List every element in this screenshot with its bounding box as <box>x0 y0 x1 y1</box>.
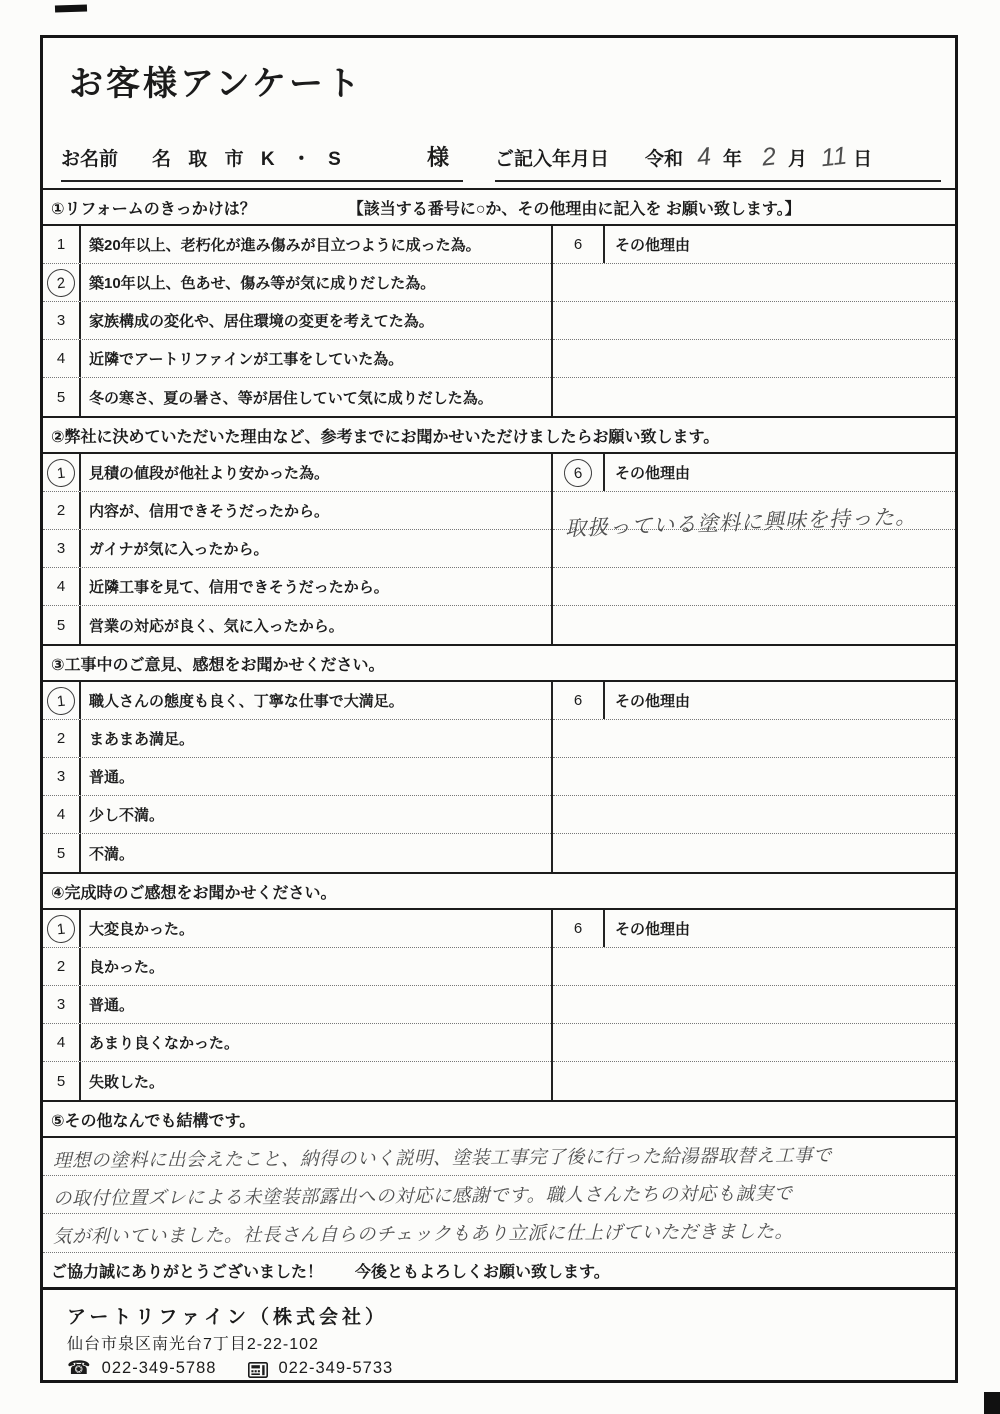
honorific-label: 様 <box>426 145 449 170</box>
option-label: 内容が、信用できそうだったから。 <box>89 503 330 520</box>
section2-title: ②弊社に決めていただいた理由など、参考までにお聞かせいただけましたらお願い致します。 <box>51 428 720 446</box>
section1-heading <box>43 188 955 226</box>
company-name: アートリファイン（株式会社） <box>67 1307 389 1328</box>
month-unit: 月 <box>788 149 808 170</box>
section5-title: ⑤その他なんでも結構です。 <box>51 1112 256 1130</box>
scan-artifact <box>55 4 87 12</box>
section2-heading <box>43 416 955 454</box>
other-number: 6 <box>573 920 583 937</box>
date-field <box>495 143 941 182</box>
option-label: 冬の寒さ、夏の暑さ、等が居住していて気に成りだした為。 <box>89 389 493 407</box>
option-row <box>43 796 551 834</box>
option-number: 1 <box>56 236 66 253</box>
option-number: 1 <box>46 457 77 488</box>
section1-title: ①リフォームのきっかけは？ <box>51 200 256 218</box>
other-number: 6 <box>563 457 594 488</box>
option-label: 大変良かった。 <box>89 921 195 938</box>
other-blank-row <box>553 834 955 872</box>
option-row <box>43 758 551 796</box>
option-label: 良かった。 <box>89 959 165 976</box>
other-reason-handwritten: 取扱っている塗料に興味を持った。 <box>564 505 918 541</box>
option-label: ガイナが気に入ったから。 <box>89 541 269 558</box>
option-row <box>43 1024 551 1062</box>
other-blank-row <box>553 378 955 416</box>
option-number: 4 <box>56 578 66 595</box>
option-number: 1 <box>46 685 77 716</box>
comment-line-handwritten: の取付位置ズレによる未塗装部露出への対応に感謝です。職人さんたちの対応も誠実で <box>52 1181 793 1209</box>
thanks-row <box>43 1252 955 1290</box>
section2-table <box>43 454 955 644</box>
year-unit: 年 <box>723 149 743 170</box>
option-row <box>43 834 551 872</box>
other-blank-row <box>553 264 955 302</box>
section4-table <box>43 910 955 1100</box>
name-date-row <box>43 124 955 182</box>
other-label: その他理由 <box>615 693 691 710</box>
section3-heading <box>43 644 955 682</box>
option-row <box>43 226 551 264</box>
other-reason-row <box>553 682 955 720</box>
company-address: 仙台市泉区南光台7丁目2-22-102 <box>67 1336 319 1353</box>
page-title: お客様アンケート <box>69 66 363 103</box>
other-blank-row <box>553 606 955 644</box>
option-number: 3 <box>56 768 66 785</box>
option-label: 普通。 <box>89 997 135 1014</box>
option-number: 2 <box>56 502 66 519</box>
option-row <box>43 530 551 568</box>
fax-number: 022-349-5733 <box>278 1359 394 1377</box>
scan-artifact <box>984 1392 1000 1414</box>
option-row <box>43 948 551 986</box>
year-value-handwritten: 4 <box>695 142 713 172</box>
name-label: お名前 <box>61 149 119 170</box>
other-blank-row <box>553 948 955 986</box>
option-label: 見積の値段が他社より安かった為。 <box>89 465 330 482</box>
option-label: 築20年以上、老朽化が進み傷みが目立つように成った為。 <box>89 237 481 254</box>
other-reason-row <box>553 910 955 948</box>
date-label: ご記入年月日 <box>495 149 610 170</box>
footer <box>43 1290 955 1380</box>
section4-title: ④完成時のご感想をお聞かせください。 <box>51 884 337 902</box>
option-number: 3 <box>56 540 66 557</box>
option-row <box>43 340 551 378</box>
option-row <box>43 378 551 416</box>
option-row <box>43 910 551 948</box>
other-blank-row <box>553 302 955 340</box>
option-row <box>43 454 551 492</box>
option-number: 2 <box>46 267 77 298</box>
section1-table <box>43 226 955 416</box>
option-label: 少し不満。 <box>89 807 165 824</box>
option-number: 2 <box>56 730 66 747</box>
other-label: その他理由 <box>615 465 691 482</box>
option-row <box>43 606 551 644</box>
option-row <box>43 568 551 606</box>
other-blank-row <box>553 1024 955 1062</box>
other-blank-row <box>553 568 955 606</box>
section1-note: 【該当する番号に○か、その他理由に記入を お願い致します。】 <box>347 200 801 218</box>
comment-line-row <box>43 1214 955 1252</box>
option-number: 3 <box>56 996 66 1013</box>
section3-title: ③工事中のご意見、感想をお聞かせください。 <box>51 656 385 674</box>
comment-line-handwritten: 理想の塗料に出会えたこと、納得のいく説明、塗装工事完了後に行った給湯器取替え工事で <box>52 1143 833 1171</box>
option-label: 職人さんの態度も良く、丁寧な仕事で大満足。 <box>89 693 404 710</box>
comment-line-row <box>43 1138 955 1176</box>
option-label: 近隣でアートリファインが工事をしていた為。 <box>89 351 404 368</box>
day-value-handwritten: 11 <box>819 141 849 173</box>
other-blank-row <box>553 986 955 1024</box>
option-label: 失敗した。 <box>89 1073 165 1091</box>
month-value-handwritten: 2 <box>760 142 778 172</box>
other-blank-row <box>553 796 955 834</box>
option-number: 4 <box>56 806 66 823</box>
option-number: 5 <box>56 844 66 862</box>
option-label: 営業の対応が良く、気に入ったから。 <box>89 617 344 635</box>
option-number: 4 <box>56 1034 66 1051</box>
option-label: 不満。 <box>89 845 135 863</box>
other-label: その他理由 <box>615 921 691 938</box>
option-row <box>43 302 551 340</box>
other-number: 6 <box>573 236 583 253</box>
thanks-text: ご協力誠にありがとうございました！ 今後ともよろしくお願い致します。 <box>51 1263 610 1281</box>
option-label: 普通。 <box>89 769 135 786</box>
fax-icon <box>248 1362 268 1378</box>
option-row <box>43 492 551 530</box>
other-label: その他理由 <box>615 237 691 254</box>
option-label: 家族構成の変化や、居住環境の変更を考えてた為。 <box>89 313 434 330</box>
option-row <box>43 682 551 720</box>
form-border <box>40 35 958 1383</box>
option-number: 5 <box>56 616 66 634</box>
option-label: あまり良くなかった。 <box>89 1035 240 1052</box>
comment-line-row <box>43 1176 955 1214</box>
option-row <box>43 264 551 302</box>
option-label: 近隣工事を見て、信用できそうだったから。 <box>89 579 389 596</box>
day-unit: 日 <box>853 149 873 170</box>
section4-heading <box>43 872 955 910</box>
option-row <box>43 986 551 1024</box>
other-blank-row <box>553 720 955 758</box>
phone-icon: ☎ <box>67 1358 92 1379</box>
other-blank-row <box>553 1062 955 1100</box>
free-comment-area <box>43 1138 955 1252</box>
section3-table <box>43 682 955 872</box>
other-number: 6 <box>573 692 583 709</box>
name-value: 名 取 市 K ・ S <box>152 149 347 170</box>
option-number: 3 <box>56 312 66 329</box>
era-label: 令和 <box>645 149 684 170</box>
name-field <box>61 141 463 182</box>
option-label: まあまあ満足。 <box>89 731 195 748</box>
other-reason-row <box>553 454 955 492</box>
other-blank-row <box>553 340 955 378</box>
option-number: 5 <box>56 388 66 406</box>
other-reason-row <box>553 226 955 264</box>
title-block <box>43 38 955 124</box>
comment-line-handwritten: 気が利いていました。社長さん自らのチェックもあり立派に仕上げていただきました。 <box>52 1220 794 1247</box>
option-label: 築10年以上、色あせ、傷み等が気に成りだした為。 <box>89 275 436 292</box>
option-number: 4 <box>56 350 66 367</box>
other-blank-row <box>553 758 955 796</box>
option-number: 1 <box>46 913 77 944</box>
option-number: 5 <box>56 1072 66 1090</box>
section5-heading <box>43 1100 955 1138</box>
option-row <box>43 720 551 758</box>
tel-number: 022-349-5788 <box>101 1359 217 1377</box>
option-number: 2 <box>56 958 66 975</box>
contact-row <box>67 1357 955 1380</box>
option-row <box>43 1062 551 1100</box>
